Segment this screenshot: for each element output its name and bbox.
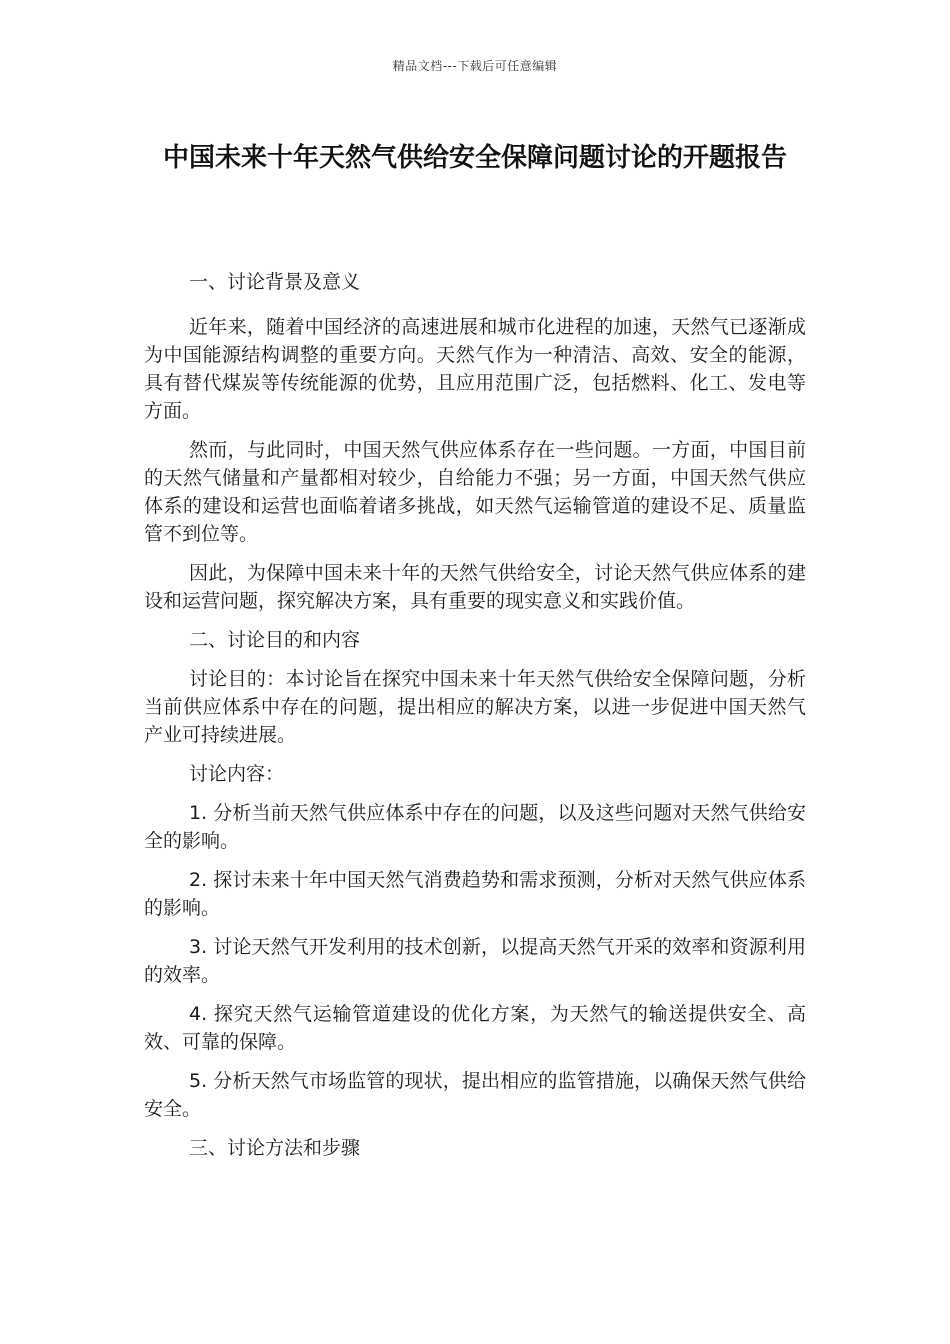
- content-item-1: 1. 分析当前天然气供应体系中存在的问题，以及这些问题对天然气供给安全的影响。: [144, 802, 806, 852]
- paragraph-background-1: 近年来，随着中国经济的高速进展和城市化进程的加速，天然气已逐渐成为中国能源结构调整的重要方向。天然气作为一种清洁、高效、安全的能源，具有替代煤炭等传统能源的优势，且应用范围广泛，包括燃料、化工、发电等方面。: [144, 316, 806, 422]
- document-body: [144, 268, 806, 1173]
- content-item-3: 3. 讨论天然气开发利用的技术创新，以提高天然气开采的效率和资源利用的效率。: [144, 936, 806, 986]
- section-heading-background: 一、讨论背景及意义: [189, 271, 361, 293]
- section-heading-method: 三、讨论方法和步骤: [189, 1137, 361, 1159]
- section-heading-purpose: 二、讨论目的和内容: [189, 629, 361, 651]
- content-label: 讨论内容：: [189, 763, 285, 785]
- paragraph-purpose: 讨论目的：本讨论旨在探究中国未来十年天然气供给安全保障问题，分析当前供应体系中存在的问题，提出相应的解决方案，以进一步促进中国天然气产业可持续进展。: [144, 668, 806, 746]
- paragraph-background-2: 然而，与此同时，中国天然气供应体系存在一些问题。一方面，中国目前的天然气储量和产量都相对较少，自给能力不强；另一方面，中国天然气供应体系的建设和运营也面临着诸多挑战，如天然气运输管道的建设不足、质量监管不到位等。: [144, 439, 806, 545]
- content-item-2: 2. 探讨未来十年中国天然气消费趋势和需求预测，分析对天然气供应体系的影响。: [144, 869, 806, 919]
- content-item-4: 4. 探究天然气运输管道建设的优化方案，为天然气的输送提供安全、高效、可靠的保障。: [144, 1003, 806, 1053]
- document-title: 中国未来十年天然气供给安全保障问题讨论的开题报告: [162, 143, 787, 173]
- content-item-5: 5. 分析天然气市场监管的现状，提出相应的监管措施，以确保天然气供给安全。: [144, 1070, 806, 1120]
- paragraph-background-3: 因此，为保障中国未来十年的天然气供给安全，讨论天然气供应体系的建设和运营问题，探究解决方案，具有重要的现实意义和实践价值。: [144, 562, 806, 612]
- header-note: 精品文档---下载后可任意编辑: [392, 59, 558, 73]
